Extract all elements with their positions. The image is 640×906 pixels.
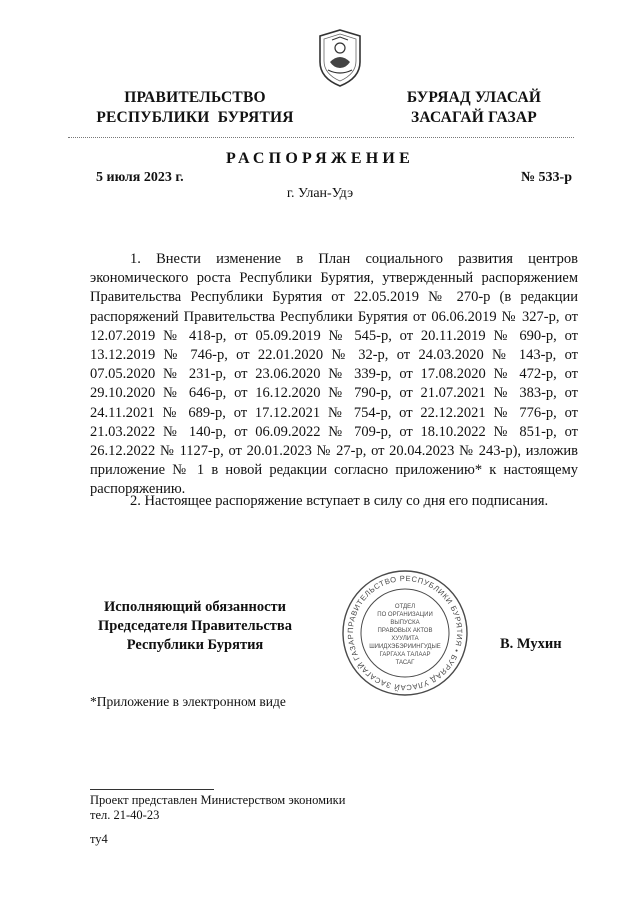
paragraph-2: 2. Настоящее распоряжение вступает в силу со дня его подписания. bbox=[130, 493, 549, 509]
header-divider bbox=[68, 137, 574, 138]
stamp-line2: ПО ОРГАНИЗАЦИИ bbox=[377, 612, 433, 618]
document-date: 5 июля 2023 г. bbox=[96, 170, 184, 185]
header-left-line2: РЕСПУБЛИКИ БУРЯТИЯ bbox=[96, 109, 294, 126]
header-right-block bbox=[384, 88, 564, 128]
stamp-line5: ХУУЛИТА bbox=[391, 636, 419, 642]
reference-code: ту4 bbox=[90, 832, 108, 846]
signatory-title bbox=[90, 598, 300, 655]
coat-of-arms-emblem bbox=[316, 28, 364, 88]
stamp-line4: ПРАВОВЫХ АКТОВ bbox=[377, 628, 433, 634]
header-left-block bbox=[90, 88, 300, 128]
header-left-line1: ПРАВИТЕЛЬСТВО bbox=[124, 89, 266, 106]
contact-phone: тел. 21-40-23 bbox=[90, 808, 160, 822]
stamp-line7: ГАРГАХА ТАЛААР bbox=[379, 652, 431, 658]
appendix-note: *Приложение в электронном виде bbox=[90, 694, 286, 709]
header-right-line2: ЗАСАГАЙ ГАЗАР bbox=[411, 109, 537, 126]
document-city: г. Улан-Удэ bbox=[286, 186, 354, 201]
footer-divider bbox=[90, 789, 214, 790]
signatory-title-line1: Исполняющий обязанности bbox=[103, 599, 287, 615]
signatory-title-line2: Председателя Правительства bbox=[98, 618, 292, 634]
signatory-name: В. Мухин bbox=[500, 636, 562, 652]
stamp-line8: ТАСАГ bbox=[395, 660, 415, 666]
official-stamp bbox=[340, 568, 470, 698]
stamp-ring-text: ПРАВИТЕЛЬСТВО РЕСПУБЛИКИ БУРЯТИЯ • БУРЯАД УЛАСАЙ ЗАСАГАЙ ГАЗАР bbox=[345, 573, 465, 693]
document-number: № 533-р bbox=[520, 170, 572, 185]
stamp-line1: ОТДЕЛ bbox=[394, 604, 416, 610]
document-type: РАСПОРЯЖЕНИЕ bbox=[226, 150, 414, 167]
paragraph-1: 1. Внести изменение в План социального развития центров экономического роста Республики Бурятия, утвержденный распоряжением Правительства Республики Бурятия от 22.05.2019 № 270-р (в редакции распоряжений Правительства Республики Бурятия от 06.06.2019 № 327-р, от 12.07.2019 № 418-р, от 05.09.2019 № 545-р, от 20.11.2019 № 690-р, от 13.12.2019 № 746-р, от 22.01.2020 № 32-р, от 24.03.2020 № 143-р, от 07.05.2020 № 231-р, от 23.06.2020 № 339-р, от 17.08.2020 № 472-р, от 29.10.2020 № 646-р, от 16.12.2020 № 790-р, от 21.07.2021 № 383-р, от 24.11.2021 № 689-р, от 17.12.2021 № 754-р, от 22.12.2021 № 776-р, от 21.03.2022 № 140-р, от 06.09.2022 № 709-р, от 18.10.2022 № 851-р, от 26.12.2022 № 1127-р, от 20.01.2023 № 27-р, от 20.04.2023 № 243-р), изложив приложение № 1 в новой редакции согласно приложению* к настоящему распоряжению. bbox=[90, 251, 578, 498]
project-note: Проект представлен Министерством экономики bbox=[90, 793, 346, 807]
stamp-line6: ШИИДХЭБЭРИИНГУДЫЕ bbox=[369, 644, 441, 650]
stamp-line3: ВЫПУСКА bbox=[390, 620, 420, 626]
header-right-line1: БУРЯАД УЛАСАЙ bbox=[406, 89, 542, 106]
signatory-title-line3: Республики Бурятия bbox=[126, 637, 264, 653]
